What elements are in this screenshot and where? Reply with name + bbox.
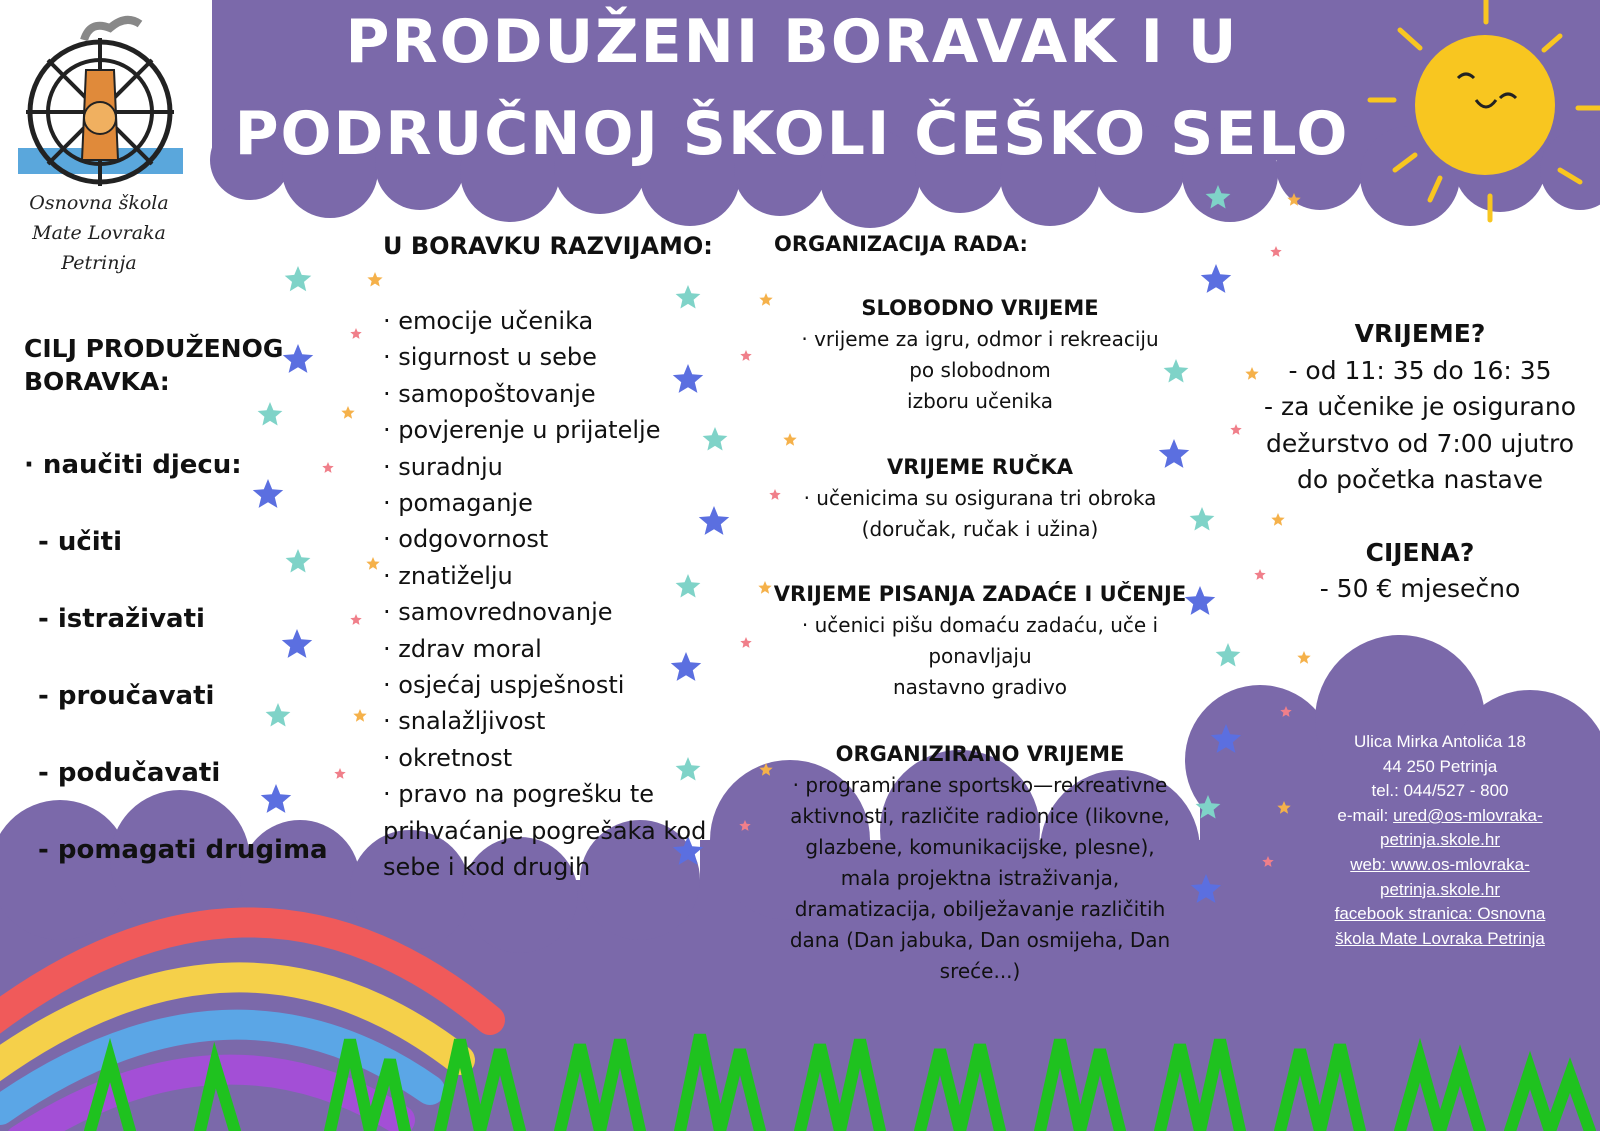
org-section-line: dana (Dan jabuka, Dan osmijeha, Dan bbox=[789, 928, 1171, 952]
org-section-rucak bbox=[770, 452, 1190, 545]
cilj-heading bbox=[24, 332, 324, 398]
cilj-item: - istraživati bbox=[38, 604, 205, 634]
razvijamo-item: · samopoštovanje bbox=[383, 379, 596, 408]
cilj-heading-line2: BORAVKA: bbox=[24, 367, 170, 396]
star-icon bbox=[258, 402, 283, 426]
star-icon bbox=[740, 637, 751, 648]
time-line: - od 11: 35 do 16: 35 bbox=[1288, 355, 1552, 385]
star-icon bbox=[783, 433, 796, 446]
razvijamo-item: · emocije učenika bbox=[383, 307, 594, 335]
time-line: - za učenike je osigurano bbox=[1263, 392, 1577, 421]
facebook-link[interactable]: facebook stranica: Osnovna bbox=[1334, 904, 1546, 924]
time-heading: VRIJEME? bbox=[1354, 319, 1486, 348]
org-section-line: (doručak, ručak i užina) bbox=[861, 517, 1099, 541]
org-section-line: · učenicima su osigurana tri obroka bbox=[803, 486, 1157, 510]
cilj-list bbox=[24, 448, 344, 910]
star-icon bbox=[350, 614, 361, 625]
logo-line1: Osnovna škola bbox=[29, 192, 169, 214]
star-icon bbox=[350, 328, 361, 339]
razvijamo-item: · odgovornost bbox=[383, 525, 549, 554]
star-icon bbox=[367, 272, 382, 287]
star-icon bbox=[341, 406, 354, 419]
razvijamo-item: · samovrednovanje bbox=[383, 598, 613, 627]
org-section-title: SLOBODNO VRIJEME bbox=[861, 296, 1099, 320]
org-section-slobodno bbox=[770, 293, 1190, 417]
star-icon bbox=[1190, 507, 1215, 531]
razvijamo-item: prihvaćanje pogrešaka kod bbox=[383, 816, 707, 845]
star-icon bbox=[366, 557, 379, 570]
time-line: do početka nastave bbox=[1297, 465, 1543, 494]
facebook-link-cont[interactable]: škola Mate Lovraka Petrinja bbox=[1335, 928, 1545, 948]
star-icon bbox=[285, 266, 312, 291]
razvijamo-item: · sigurnost u sebe bbox=[383, 343, 597, 372]
time-line: dežurstvo od 7:00 ujutro bbox=[1265, 428, 1575, 458]
page-title-line1: PRODUŽENI BORAVAK I U bbox=[345, 7, 1239, 77]
school-logo-icon bbox=[18, 20, 183, 186]
logo-line3: Petrinja bbox=[61, 252, 137, 274]
org-section-line: · programirane sportsko—rekreativne bbox=[792, 773, 1168, 797]
contact-email-row bbox=[1310, 804, 1570, 829]
org-section-line: · vrijeme za igru, odmor i rekreaciju bbox=[801, 327, 1159, 351]
org-section-line: sreće...) bbox=[939, 959, 1021, 983]
email-link-cont[interactable]: petrinja.skole.hr bbox=[1379, 830, 1500, 850]
org-section-line: aktivnosti, različite radionice (likovne, bbox=[790, 804, 1170, 828]
org-section-title: VRIJEME PISANJA ZADAĆE I UČENJE bbox=[773, 582, 1187, 606]
org-section-line: mala projektna istraživanja, bbox=[840, 866, 1120, 890]
razvijamo-item: · snalažljivost bbox=[383, 707, 546, 736]
star-icon bbox=[1270, 246, 1281, 257]
cilj-item: - podučavati bbox=[38, 758, 221, 788]
razvijamo-item: · pomaganje bbox=[383, 489, 533, 518]
star-icon bbox=[353, 709, 366, 722]
contact-email-label: e-mail: bbox=[1337, 805, 1394, 825]
price-heading: CIJENA? bbox=[1365, 537, 1475, 567]
razvijamo-list bbox=[383, 303, 723, 886]
org-section-line: nastavno gradivo bbox=[892, 675, 1068, 699]
contact-address: Ulica Mirka Antolića 18 bbox=[1354, 732, 1526, 751]
price-line: - 50 € mjesečno bbox=[1319, 574, 1521, 603]
contact-phone: tel.: 044/527 - 800 bbox=[1371, 781, 1509, 801]
org-section-line: ponavljaju bbox=[928, 644, 1032, 668]
razvijamo-item: · osjećaj uspješnosti bbox=[383, 671, 625, 700]
org-section-line: dramatizacija, obilježavanje različitih bbox=[794, 897, 1166, 921]
web-link[interactable]: web: www.os-mlovraka- bbox=[1350, 854, 1530, 874]
razvijamo-item: · povjerenje u prijatelje bbox=[383, 416, 661, 445]
organizacija-heading: ORGANIZACIJA RADA: bbox=[774, 232, 1028, 256]
org-section-line: · učenici pišu domaću zadaću, uče i bbox=[801, 613, 1159, 637]
razvijamo-item: · znatiželju bbox=[383, 561, 513, 590]
star-icon bbox=[1297, 651, 1310, 664]
email-link[interactable]: ured@os-mlovraka- bbox=[1393, 805, 1543, 825]
razvijamo-item: sebe i kod drugih bbox=[383, 853, 591, 882]
page-title-line2: PODRUČNOJ ŠKOLI ČEŠKO SELO bbox=[234, 99, 1350, 169]
contact-city: 44 250 Petrinja bbox=[1382, 756, 1498, 776]
razvijamo-item: · okretnost bbox=[383, 743, 513, 772]
org-section-line: glazbene, komunikacijske, plesne), bbox=[805, 835, 1155, 859]
contact-block bbox=[1310, 730, 1570, 951]
cilj-item: - pomagati drugima bbox=[38, 835, 328, 865]
org-section-organizirano bbox=[770, 739, 1190, 987]
org-section-zadaca bbox=[770, 579, 1190, 703]
star-icon bbox=[1201, 264, 1231, 293]
razvijamo-heading: U BORAVKU RAZVIJAMO: bbox=[383, 232, 713, 260]
cilj-item: - proučavati bbox=[38, 681, 215, 711]
cilj-item: - učiti bbox=[38, 527, 123, 557]
web-link-cont[interactable]: petrinja.skole.hr bbox=[1379, 879, 1500, 899]
org-section-title: ORGANIZIRANO VRIJEME bbox=[835, 742, 1125, 766]
cilj-heading-line1: CILJ PRODUŽENOG bbox=[24, 334, 284, 363]
razvijamo-item: · suradnju bbox=[383, 452, 503, 481]
logo-line2: Mate Lovraka bbox=[32, 222, 166, 244]
star-icon bbox=[740, 350, 751, 361]
org-section-line: izboru učenika bbox=[907, 389, 1053, 413]
org-section-title: VRIJEME RUČKA bbox=[886, 455, 1074, 479]
info-block bbox=[1240, 316, 1600, 608]
cilj-lead: · naučiti djecu: bbox=[24, 450, 242, 480]
razvijamo-item: · pravo na pogrešku te bbox=[383, 780, 655, 809]
razvijamo-item: · zdrav moral bbox=[383, 634, 542, 663]
org-section-line: po slobodnom bbox=[909, 358, 1051, 382]
star-icon bbox=[1216, 643, 1241, 667]
